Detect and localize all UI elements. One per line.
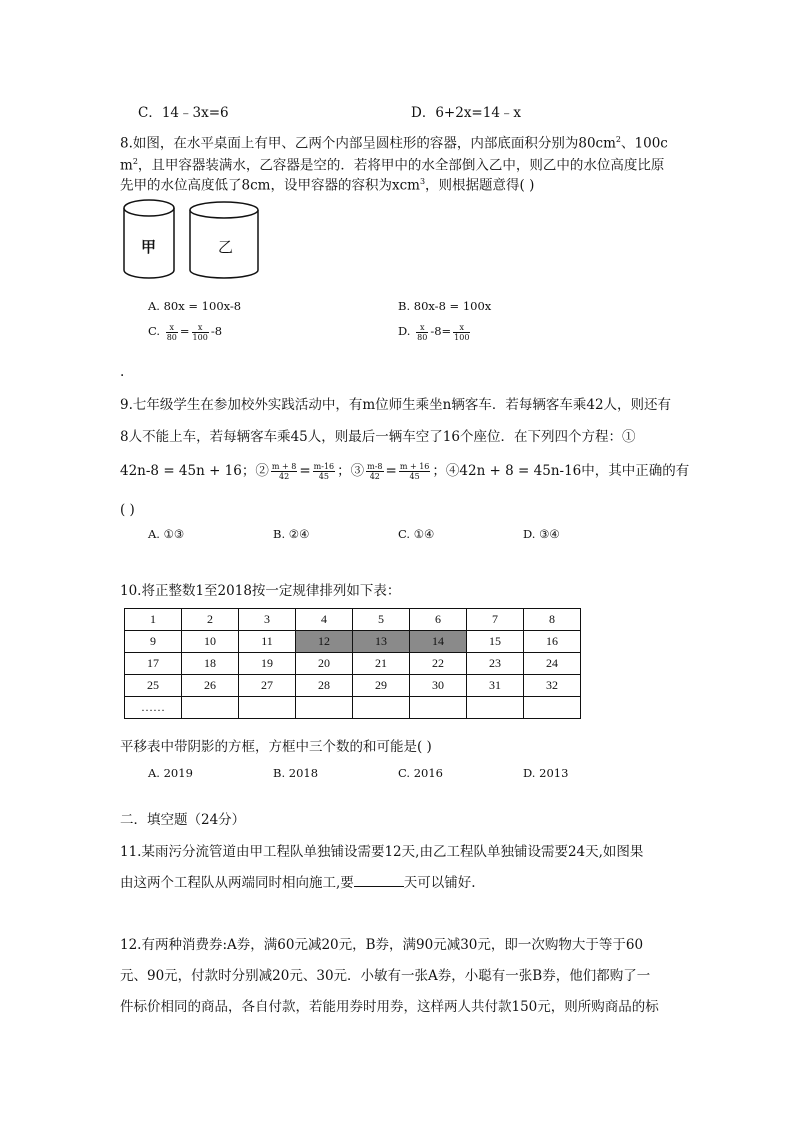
grid-cell: 29	[353, 675, 410, 697]
q9-option-a: A. ①③	[148, 527, 185, 541]
q9-option-d: D. ③④	[523, 527, 560, 541]
grid-cell: 23	[467, 653, 524, 675]
table-row	[125, 653, 581, 675]
frac-m16-plus-over-45: $\frac{m + 16}{45}$	[399, 462, 430, 481]
table-row	[125, 609, 581, 631]
q9-paren: ( )	[120, 502, 135, 518]
grid-cell: 26	[182, 675, 239, 697]
container-label-jia: 甲	[141, 238, 157, 256]
q10-option-a: A. 2019	[148, 766, 193, 780]
grid-cell: 21	[353, 653, 410, 675]
grid-cell: 9	[125, 631, 182, 653]
grid-cell: 11	[239, 631, 296, 653]
grid-cell: 8	[524, 609, 581, 631]
grid-cell: 3	[239, 609, 296, 631]
q10-question: 平移表中带阴影的方框，方框中三个数的和可能是( )	[120, 739, 432, 755]
grid-cell	[467, 697, 524, 719]
q9-option-c: C. ①④	[398, 527, 435, 541]
q7-option-d: D．6+2x=14﹣x	[411, 105, 522, 121]
grid-cell	[524, 697, 581, 719]
q11-line-2: 由这两个工程队从两端同时相向施工,要 天可以铺好.	[120, 872, 476, 892]
grid-cell-shaded: 12	[296, 631, 353, 653]
q10-option-c: C. 2016	[398, 766, 443, 780]
container-label-yi: 乙	[218, 238, 234, 256]
grid-cell	[353, 697, 410, 719]
frac-x-over-100: $\frac{x}{100}$	[454, 322, 470, 342]
q10-option-b: B. 2018	[273, 766, 319, 780]
frac-x-over-80: $\frac{x}{80}$	[166, 322, 177, 342]
grid-cell: 19	[239, 653, 296, 675]
answer-blank	[354, 872, 404, 887]
grid-cell: 17	[125, 653, 182, 675]
grid-cell: 7	[467, 609, 524, 631]
grid-cell	[182, 697, 239, 719]
q8-option-a: A. 80x = 100x-8	[148, 299, 242, 313]
grid-cell: 18	[182, 653, 239, 675]
grid-cell: 4	[296, 609, 353, 631]
number-grid	[124, 608, 581, 719]
grid-cell: 1	[125, 609, 182, 631]
grid-cell: 16	[524, 631, 581, 653]
q8-option-d: D. $\frac{x}{80}$ -8= $\frac{x}{100}$	[398, 322, 470, 342]
grid-cell-shaded: 13	[353, 631, 410, 653]
q10-title: 10.将正整数1至2018按一定规律排列如下表：	[120, 583, 401, 599]
table-row	[125, 697, 581, 719]
grid-cell: 28	[296, 675, 353, 697]
grid-cell	[296, 697, 353, 719]
q12-line-2: 元、90元，付款时分别减20元、30元．小敏有一张A券，小聪有一张B券，他们都购了一	[120, 968, 651, 984]
q9-line-1: 9.七年级学生在参加校外实践活动中，有m位师生乘坐n辆客车．若每辆客车乘42人，则还有	[120, 397, 672, 413]
q8-option-b: B. 80x-8 = 100x	[398, 299, 492, 313]
frac-m8-over-42: $\frac{m + 8}{42}$	[271, 462, 297, 481]
section-title: 二．填空题（24分）	[120, 812, 246, 828]
frac-x-over-100: $\frac{x}{100}$	[192, 322, 208, 342]
stray-dot: .	[120, 364, 125, 380]
grid-cell: ……	[125, 697, 182, 719]
table-row	[125, 631, 581, 653]
grid-cell: 10	[182, 631, 239, 653]
q8-line-3: 先甲的水位高度低了8cm，设甲容器的容积为xcm$^3$，则根据题意得( )	[120, 177, 535, 194]
q8-line-2: $m^2$，且甲容器装满水，乙容器是空的．若将甲中的水全部倒入乙中，则乙中的水位高度比原	[120, 157, 665, 174]
grid-cell: 31	[467, 675, 524, 697]
q9-line-2: 8人不能上车，若每辆客车乘45人，则最后一辆车空了16个座位．在下列四个方程：①	[120, 429, 636, 445]
q7-option-c: C．14﹣3x=6	[138, 105, 229, 121]
frac-x-over-80: $\frac{x}{80}$	[417, 322, 428, 342]
grid-cell: 27	[239, 675, 296, 697]
grid-cell: 5	[353, 609, 410, 631]
grid-cell: 30	[410, 675, 467, 697]
grid-cell: 32	[524, 675, 581, 697]
q10-option-d: D. 2013	[523, 766, 569, 780]
grid-cell: 25	[125, 675, 182, 697]
table-row	[125, 675, 581, 697]
q11-line-1: 11.某雨污分流管道由甲工程队单独铺设需要12天,由乙工程队单独铺设需要24天,如图果	[120, 844, 644, 860]
q12-line-1: 12.有两种消费券:A券，满60元减20元，B券，满90元减30元，即一次购物大于等于60	[120, 937, 644, 953]
grid-cell	[410, 697, 467, 719]
grid-cell: 20	[296, 653, 353, 675]
grid-cell: 22	[410, 653, 467, 675]
grid-cell: 2	[182, 609, 239, 631]
frac-m8-minus-over-42: $\frac{m-8}{42}$	[367, 462, 383, 481]
q8-line-1: 8.如图，在水平桌面上有甲、乙两个内部呈圆柱形的容器，内部底面积分别为$80cm^2$、100c	[120, 135, 668, 152]
grid-cell: 15	[467, 631, 524, 653]
q9-option-b: B. ②④	[273, 527, 310, 541]
q9-line-3: 42n-8 = 45n + 16；② $\frac{m + 8}{42}$ = $\frac{m-16}{45}$ ；③ $\frac{m-8}{42}$ = $\frac{m + 16}{45}$ ；④42n + 8 = 45n-16中，其中正确的有	[120, 462, 690, 481]
frac-m16-over-45: $\frac{m-16}{45}$	[313, 462, 335, 481]
q8-option-c: C. $\frac{x}{80}$ = $\frac{x}{100}$ -8	[148, 322, 223, 342]
grid-cell: 6	[410, 609, 467, 631]
grid-cell	[239, 697, 296, 719]
grid-cell: 24	[524, 653, 581, 675]
q12-line-3: 件标价相同的商品，各自付款，若能用券时用券，这样两人共付款150元，则所购商品的标	[120, 999, 659, 1015]
grid-cell-shaded: 14	[410, 631, 467, 653]
